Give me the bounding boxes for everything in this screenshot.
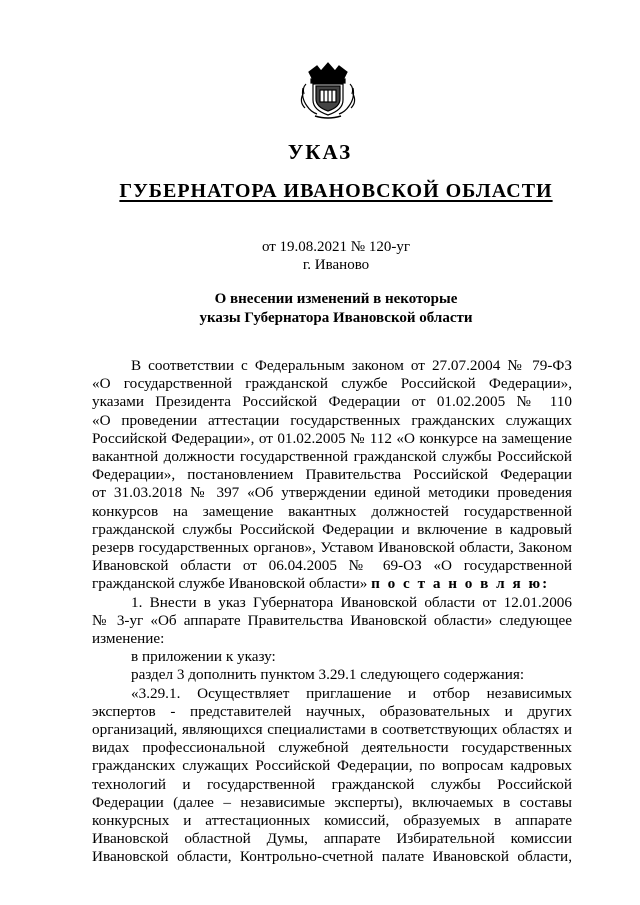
preamble-line: гражданской службы Российской Федерации и включение в кадровый	[92, 520, 572, 538]
preamble-line: В соответствии с Федеральным законом от 27.07.2004 № 79-ФЗ	[131, 357, 572, 374]
preamble-line: от 31.03.2018 № 397 «Об утверждении единой методики проведения	[92, 484, 572, 502]
preamble-line: резерв государственных органов», Уставом Ивановской области, Законом	[92, 539, 572, 557]
clause-line: «3.29.1. Осуществляет приглашение и отбор независимых	[131, 684, 572, 702]
city: г. Иваново	[302, 257, 370, 273]
clause-line: Ивановской областной Думы, аппарате Избирательной комиссии	[92, 830, 572, 848]
decree-body	[92, 357, 572, 867]
resolve-word: п о с т а н о в л я ю:	[371, 575, 550, 593]
preamble-line: указами Президента Российской Федерации от 01.02.2005 № 110	[92, 393, 572, 411]
issuer-title: ГУБЕРНАТОРА ИВАНОВСКОЙ ОБЛАСТИ	[119, 180, 553, 202]
clause-line: Федерации (далее – независимые эксперты), включаемых в составы	[92, 793, 572, 811]
preamble-line: «О государственной гражданской службе Российской Федерации»,	[92, 375, 572, 393]
clause-line: гражданских служащих Российской Федерации, по вопросам кадровых	[92, 757, 572, 775]
decree-subject	[0, 290, 640, 328]
clause-line: организаций, являющихся специалистами в соответствующих областях и	[92, 721, 572, 739]
preamble-line: конкурсов на замещение вакантных должностей государственной	[92, 502, 572, 520]
clause-line: видах профессиональной служебной деятельности государственных	[92, 739, 572, 757]
subject-line-2: указы Губернатора Ивановской области	[199, 310, 473, 326]
annex-line: в приложении к указу:	[131, 648, 276, 666]
item1-line: 1. Внести в указ Губернатора Ивановской области от 12.01.2006	[131, 593, 572, 611]
preamble-line: Федерации», постановлением Правительства Российской Федерации	[92, 466, 572, 484]
preamble-last-line	[92, 575, 572, 593]
section-line: раздел 3 дополнить пунктом 3.29.1 следующего содержания:	[131, 666, 525, 684]
clause-line: конкурсных и аттестационных комиссий, образуемых в аппарате	[92, 812, 572, 830]
item1-line: № 3-уг «Об аппарате Правительства Ивановской области» следующее	[92, 611, 572, 629]
clause-line: Ивановской области, Контрольно-счетной палате Ивановской области,	[92, 848, 572, 866]
preamble-last-text: гражданской службе Ивановской области»	[92, 575, 368, 593]
clause-line: технологий и государственной гражданской службы Российской	[92, 775, 572, 793]
item1-last: изменение:	[92, 630, 165, 648]
document-type-title: УКАЗ	[287, 140, 353, 164]
coat-of-arms-emblem	[297, 58, 359, 120]
preamble-line: «О проведении аттестации государственных гражданских служащих	[92, 411, 572, 429]
preamble-line: Российской Федерации», от 01.02.2005 № 112 «О конкурсе на замещение	[92, 429, 572, 447]
subject-line-1: О внесении изменений в некоторые	[214, 291, 458, 307]
preamble-line: вакантной должности государственной гражданской службы Российской	[92, 448, 572, 466]
clause-line: экспертов - представителей научных, образовательных и других	[92, 702, 572, 720]
date-number: от 19.08.2021 № 120-уг	[261, 239, 411, 255]
preamble-line: Ивановской области от 06.04.2005 № 69-ОЗ «О государственной	[92, 557, 572, 575]
